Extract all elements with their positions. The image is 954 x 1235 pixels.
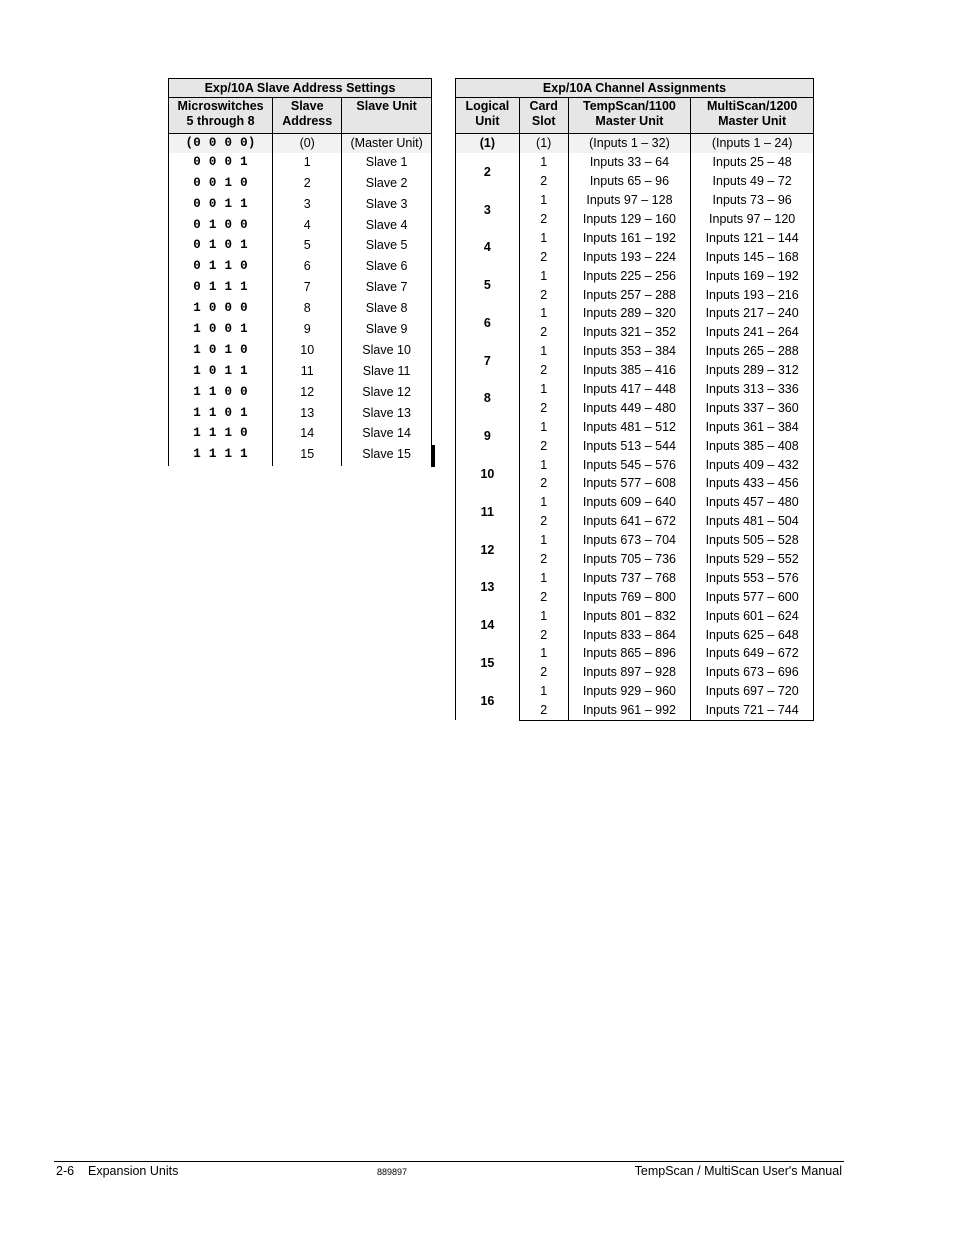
table-row [456,644,814,663]
channel-assignments-table [455,78,814,721]
microswitch-setting: 1 0 1 1 [169,362,273,383]
tempscan-inputs: Inputs 961 – 992 [568,701,691,720]
slave-unit: Slave 6 [342,257,432,278]
multiscan-inputs: Inputs 337 – 360 [691,398,814,417]
table-row [456,304,814,323]
multiscan-inputs: Inputs 241 – 264 [691,323,814,342]
tempscan-inputs: Inputs 65 – 96 [568,172,691,191]
card-slot: 1 [519,153,568,172]
slave-unit: Slave 11 [342,362,432,383]
slave-unit: Slave 12 [342,383,432,404]
card-slot: 2 [519,474,568,493]
logical-unit: (1) [456,134,520,153]
footer-page-number: 2-6 [56,1164,75,1178]
card-slot: 2 [519,512,568,531]
tempscan-inputs: Inputs 129 – 160 [568,210,691,229]
multiscan-inputs: Inputs 529 – 552 [691,550,814,569]
card-slot: 2 [519,210,568,229]
slave-address: 11 [273,362,342,383]
slave-address: 2 [273,174,342,195]
card-slot: 1 [519,228,568,247]
slave-address-table [168,78,435,467]
tempscan-inputs: Inputs 161 – 192 [568,228,691,247]
multiscan-inputs: Inputs 169 – 192 [691,266,814,285]
logical-unit: 3 [456,191,520,229]
slave-unit: Slave 8 [342,299,432,320]
logical-unit: 11 [456,493,520,531]
logical-unit: 7 [456,342,520,380]
multiscan-inputs: Inputs 577 – 600 [691,587,814,606]
footer-manual-title: TempScan / MultiScan User's Manual [634,1164,842,1178]
slave-table-title: Exp/10A Slave Address Settings [169,79,432,98]
slave-unit: (Master Unit) [342,134,432,153]
channel-table-title: Exp/10A Channel Assignments [456,79,814,98]
slave-unit: Slave 5 [342,236,432,257]
table-row [456,228,814,247]
microswitch-setting: 0 1 0 1 [169,236,273,257]
multiscan-inputs: Inputs 121 – 144 [691,228,814,247]
tempscan-inputs: Inputs 609 – 640 [568,493,691,512]
table-row [456,568,814,587]
card-slot: 1 [519,191,568,210]
multiscan-inputs: Inputs 361 – 384 [691,417,814,436]
tempscan-inputs: Inputs 225 – 256 [568,266,691,285]
card-slot: 1 [519,342,568,361]
table-row [456,134,814,153]
table-row [456,682,814,701]
multiscan-inputs: Inputs 601 – 624 [691,606,814,625]
table-row [169,134,435,153]
slave-table-header: Slave Address [273,98,342,134]
slave-address: 3 [273,195,342,216]
multiscan-inputs: Inputs 193 – 216 [691,285,814,304]
card-slot: 1 [519,417,568,436]
table-row [456,531,814,550]
multiscan-inputs: Inputs 697 – 720 [691,682,814,701]
multiscan-inputs: Inputs 409 – 432 [691,455,814,474]
multiscan-inputs: Inputs 97 – 120 [691,210,814,229]
logical-unit: 5 [456,266,520,304]
slave-address: 7 [273,278,342,299]
card-slot: 2 [519,550,568,569]
multiscan-inputs: Inputs 289 – 312 [691,361,814,380]
logical-unit: 13 [456,568,520,606]
slave-address: 9 [273,320,342,341]
microswitch-setting: 0 0 1 1 [169,195,273,216]
microswitch-setting: 0 1 0 0 [169,216,273,237]
card-slot: 1 [519,606,568,625]
tempscan-inputs: Inputs 801 – 832 [568,606,691,625]
footer-section: Expansion Units [88,1164,179,1178]
microswitch-setting: 1 0 0 1 [169,320,273,341]
slave-address: 5 [273,236,342,257]
slave-table-header: Slave Unit [342,98,432,134]
multiscan-inputs: Inputs 265 – 288 [691,342,814,361]
footer-rule [54,1161,844,1162]
card-slot: 1 [519,455,568,474]
multiscan-inputs: Inputs 313 – 336 [691,380,814,399]
card-slot: 2 [519,701,568,720]
channel-table-header: MultiScan/1200 Master Unit [691,98,814,134]
slave-address: 15 [273,445,342,466]
logical-unit: 16 [456,682,520,720]
tempscan-inputs: Inputs 769 – 800 [568,587,691,606]
card-slot: 2 [519,625,568,644]
microswitch-setting: 1 1 0 1 [169,404,273,425]
multiscan-inputs: Inputs 433 – 456 [691,474,814,493]
card-slot: 2 [519,323,568,342]
tempscan-inputs: Inputs 577 – 608 [568,474,691,493]
card-slot: 1 [519,568,568,587]
slave-unit: Slave 14 [342,424,432,445]
tempscan-inputs: Inputs 257 – 288 [568,285,691,304]
tempscan-inputs: Inputs 897 – 928 [568,663,691,682]
slave-address: 13 [273,404,342,425]
slave-address: 8 [273,299,342,320]
tempscan-inputs: Inputs 353 – 384 [568,342,691,361]
slave-address: 14 [273,424,342,445]
empty-cell [434,445,435,466]
card-slot: 1 [519,380,568,399]
multiscan-inputs: Inputs 73 – 96 [691,191,814,210]
tempscan-inputs: Inputs 97 – 128 [568,191,691,210]
tempscan-inputs: (Inputs 1 – 32) [568,134,691,153]
logical-unit: 2 [456,153,520,191]
microswitch-setting: 0 0 0 1 [169,153,273,174]
multiscan-inputs: Inputs 481 – 504 [691,512,814,531]
tempscan-inputs: Inputs 321 – 352 [568,323,691,342]
table-row [456,266,814,285]
tempscan-inputs: Inputs 33 – 64 [568,153,691,172]
card-slot: 2 [519,247,568,266]
microswitch-setting: 1 1 1 1 [169,445,273,466]
tempscan-inputs: Inputs 417 – 448 [568,380,691,399]
slave-unit: Slave 3 [342,195,432,216]
channel-table-header: TempScan/1100 Master Unit [568,98,691,134]
logical-unit: 9 [456,417,520,455]
channel-table-header: Logical Unit [456,98,520,134]
multiscan-inputs: Inputs 457 – 480 [691,493,814,512]
multiscan-inputs: Inputs 673 – 696 [691,663,814,682]
tempscan-inputs: Inputs 673 – 704 [568,531,691,550]
multiscan-inputs: Inputs 217 – 240 [691,304,814,323]
card-slot: 2 [519,361,568,380]
logical-unit: 12 [456,531,520,569]
logical-unit: 4 [456,228,520,266]
card-slot: 1 [519,682,568,701]
slave-unit: Slave 13 [342,404,432,425]
slave-address: 12 [273,383,342,404]
footer-doc-number: 889897 [377,1167,408,1177]
tempscan-inputs: Inputs 481 – 512 [568,417,691,436]
logical-unit: 8 [456,380,520,418]
slave-unit: Slave 10 [342,341,432,362]
card-slot: 1 [519,266,568,285]
slave-unit: Slave 15 [342,445,432,466]
microswitch-setting: 1 1 0 0 [169,383,273,404]
slave-address: 4 [273,216,342,237]
slave-table-header: Microswitches 5 through 8 [169,98,273,134]
logical-unit: 15 [456,644,520,682]
microswitch-setting: 0 1 1 0 [169,257,273,278]
multiscan-inputs: Inputs 49 – 72 [691,172,814,191]
multiscan-inputs: Inputs 25 – 48 [691,153,814,172]
channel-table-header: Card Slot [519,98,568,134]
slave-address: 10 [273,341,342,362]
microswitch-setting: 0 1 1 1 [169,278,273,299]
multiscan-inputs: Inputs 649 – 672 [691,644,814,663]
tempscan-inputs: Inputs 929 – 960 [568,682,691,701]
slave-unit: Slave 4 [342,216,432,237]
table-row [456,417,814,436]
tempscan-inputs: Inputs 833 – 864 [568,625,691,644]
card-slot: 2 [519,663,568,682]
slave-address: 1 [273,153,342,174]
tempscan-inputs: Inputs 289 – 320 [568,304,691,323]
card-slot: 1 [519,304,568,323]
multiscan-inputs: Inputs 385 – 408 [691,436,814,455]
card-slot: 1 [519,644,568,663]
multiscan-inputs: Inputs 721 – 744 [691,701,814,720]
multiscan-inputs: Inputs 505 – 528 [691,531,814,550]
card-slot: 2 [519,398,568,417]
multiscan-inputs: Inputs 625 – 648 [691,625,814,644]
slave-unit: Slave 2 [342,174,432,195]
multiscan-inputs: Inputs 553 – 576 [691,568,814,587]
slave-unit: Slave 7 [342,278,432,299]
logical-unit: 14 [456,606,520,644]
multiscan-inputs: (Inputs 1 – 24) [691,134,814,153]
table-row [456,606,814,625]
microswitch-setting: 1 0 1 0 [169,341,273,362]
logical-unit: 6 [456,304,520,342]
tempscan-inputs: Inputs 641 – 672 [568,512,691,531]
card-slot: 1 [519,531,568,550]
microswitch-setting: 1 1 1 0 [169,424,273,445]
tempscan-inputs: Inputs 865 – 896 [568,644,691,663]
microswitch-setting: 1 0 0 0 [169,299,273,320]
card-slot: 2 [519,587,568,606]
card-slot: (1) [519,134,568,153]
card-slot: 2 [519,172,568,191]
slave-unit: Slave 1 [342,153,432,174]
tempscan-inputs: Inputs 513 – 544 [568,436,691,455]
microswitch-setting: 0 0 1 0 [169,174,273,195]
tempscan-inputs: Inputs 545 – 576 [568,455,691,474]
card-slot: 2 [519,436,568,455]
slave-unit: Slave 9 [342,320,432,341]
tempscan-inputs: Inputs 449 – 480 [568,398,691,417]
table-row [456,493,814,512]
card-slot: 2 [519,285,568,304]
tempscan-inputs: Inputs 385 – 416 [568,361,691,380]
tempscan-inputs: Inputs 193 – 224 [568,247,691,266]
tempscan-inputs: Inputs 737 – 768 [568,568,691,587]
table-row [456,342,814,361]
multiscan-inputs: Inputs 145 – 168 [691,247,814,266]
table-row [456,153,814,172]
tempscan-inputs: Inputs 705 – 736 [568,550,691,569]
table-row [456,191,814,210]
card-slot: 1 [519,493,568,512]
microswitch-setting: (0 0 0 0) [169,134,273,153]
logical-unit: 10 [456,455,520,493]
slave-address: 6 [273,257,342,278]
table-row [456,380,814,399]
slave-address: (0) [273,134,342,153]
table-row [456,455,814,474]
